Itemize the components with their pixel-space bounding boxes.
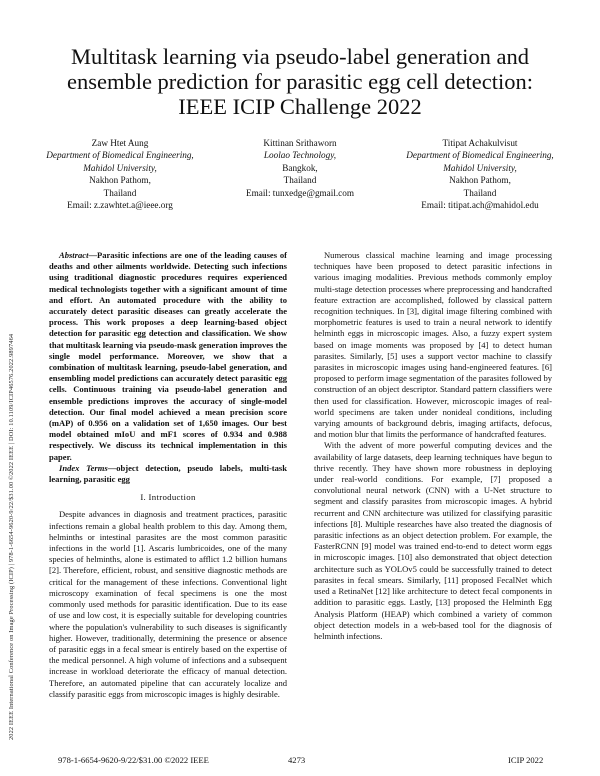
footer-page-number: 4273: [288, 755, 306, 765]
author-email[interactable]: Email: tunxedge@gmail.com: [246, 187, 354, 198]
author-affiliation: Department of Biomedical Engineering,: [406, 150, 554, 161]
author-name: Titipat Achakulvisut: [442, 138, 518, 148]
left-column: [49, 250, 287, 700]
abstract-text: —Parasitic infections are one of the leading causes of deaths and other ailments worldwide. Detecting such infections using traditional diagnostic procedures requires experienced medical technologists together with a significant amount of time and effort. An automated procedure with the ability to accurately detect parasitic diseases can greatly accelerate the process. This work proposes a deep learning-based object detection for parasitic egg detection and classification. We show that multitask learning via pseudo-mask generation improves the single model performance. Moreover, we show that a combination of multitask learning, pseudo-label generation, and ensembling model predictions can accurately detect parasitic egg cells. Continuous training via pseudo-label generation and ensemble predictions improves the accuracy of single-model detection. Our final model achieved a mean precision score (mAP) of 0.956 on a validation set of 1,650 images. Our best model obtained mIoU and mF1 scores of 0.934 and 0.988 respectively. We discuss its technical implementation in this paper.: [49, 250, 287, 462]
body-paragraph: With the advent of more powerful computing devices and the availability of large datasets, deep learning techniques have begun to thrive recently. They have shown more robustness in deploying under real-world conditions. For example, [7] proposed a convolutional neural network (CNN) with a U-Net structure to segment and classify parasites from microscopic images. A hybrid recurrent and CNN architecture was utilized for classifying parasitic infections [8]. Multiple researches have also treated the diagnosis of parasitic infections as an object detection problem. For example, the FasterRCNN [9] model was trained end-to-end to detect worm eggs in microscopic images. [10] also demonstrated that object detection architecture such as YOLOv5 could be successfully trained to detect parasites in fecal smears. Similarly, [11] proposed FecalNet which used a RetinaNet [12] like architecture to detect fecal components in addition to parasitic eggs. Lastly, [13] proposed the Helminth Egg Analysis Platform (HEAP) which combined a variety of common object detection models in a web-based tool for the diagnosis of helminth infections.: [314, 440, 552, 641]
right-column: [314, 250, 552, 642]
author-institution: Mahidol University,: [443, 162, 517, 173]
author-email[interactable]: Email: titipat.ach@mahidol.edu: [421, 200, 539, 211]
abstract-label: Abstract: [59, 250, 89, 260]
side-doi-text: 2022 IEEE International Conference on Image Processing (ICIP) | 978-1-6654-9620-9/22/$31.00 ©2022 IEEE | DOI: 10.1109/ICIP46576.2022.9897464: [8, 333, 15, 740]
footer-conference: ICIP 2022: [508, 755, 544, 765]
author-name: Kittinan Srithaworn: [263, 138, 337, 148]
title-line: IEEE ICIP Challenge 2022: [178, 94, 422, 119]
author-country: Thailand: [463, 187, 497, 198]
author-affiliation: Department of Biomedical Engineering,: [46, 150, 194, 161]
author-city: Nakhon Pathom,: [89, 175, 151, 186]
author-affiliation: Loolao Technology,: [263, 150, 337, 161]
title-line: ensemble prediction for parasitic egg cell detection:: [66, 69, 534, 94]
author-2: [210, 137, 390, 199]
paper-title: [40, 44, 560, 119]
author-3: [390, 137, 570, 211]
author-name: Zaw Htet Aung: [91, 138, 149, 148]
abstract: [49, 250, 287, 463]
section-heading: I. Introduction: [140, 492, 196, 503]
author-city: Nakhon Pathom,: [449, 175, 511, 186]
author-city: Bangkok,: [282, 162, 318, 173]
author-country: Thailand: [283, 175, 317, 186]
title-line: Multitask learning via pseudo-label generation and: [71, 44, 529, 69]
index-terms: [49, 463, 287, 485]
index-terms-text: —object detection, pseudo labels, multi-task learning, parasitic egg: [49, 462, 288, 485]
footer-copyright: 978-1-6654-9620-9/22/$31.00 ©2022 IEEE: [58, 755, 209, 765]
body-paragraph: Numerous classical machine learning and image processing techniques have been proposed to detect parasitic infections in various imaging modalities. Previous methods commonly employ multi-stage detection processes where preprocessing and handcrafted feature extraction are accomplished, followed by classical pattern recognition techniques. In [3], digital image filtering combined with morphometric features is used to train a neural network to identify helminth eggs in microscopic images. Also, a fuzzy expert system based on image moments was proposed by [4] to detect human parasites. Similarly, [5] uses a support vector machine to classify parasites in microscopic images using hand-engineered features. [6] proposed to perform image segmentation of the parasites followed by construction of an object descriptor. Standard pattern classifiers were then used for classification. However, microscopic images of real-world specimens are taken under nonideal conditions, including varying amounts of background debris, imaging artifacts, defocus, and motion blur that limits the performance of handcrafted features.: [314, 250, 552, 440]
author-institution: Mahidol University,: [83, 162, 157, 173]
side-doi-strip: [2, 140, 14, 740]
intro-paragraph: Despite advances in diagnosis and treatment practices, parasitic infections remain a global health problem to this day. Among them, helminths or intestinal parasites are the most common parasitic infections in the world [1]. Ascaris lumbricoides, one of the many species of helminths, alone is estimated to afflict 1.2 billion humans [2]. Therefore, efficient, robust, and sensitive diagnostic methods are critical for the management of these infections. Conventional light microscopy examination of fecal specimens is one the most commonly used methods for parasitic identification. Due to its ease of use and low cost, it is especially suitable for developing countries where the population's vulnerability to such diseases is significantly higher. However, traditionally, determining the presence or absence of parasitic eggs in a fecal smear is entirely based on the expertise of the medical personnel. A high volume of infections and a subsequent increase in workload deteriorate the efficacy of manual detection. Therefore, an automated pipeline that can accurately localize and classify parasitic eggs from microscopic images is highly desirable.: [49, 509, 287, 699]
author-email[interactable]: Email: z.zawhtet.a@ieee.org: [67, 200, 173, 211]
index-terms-label: Index Terms: [59, 462, 108, 473]
author-1: [30, 137, 210, 211]
author-country: Thailand: [103, 187, 137, 198]
